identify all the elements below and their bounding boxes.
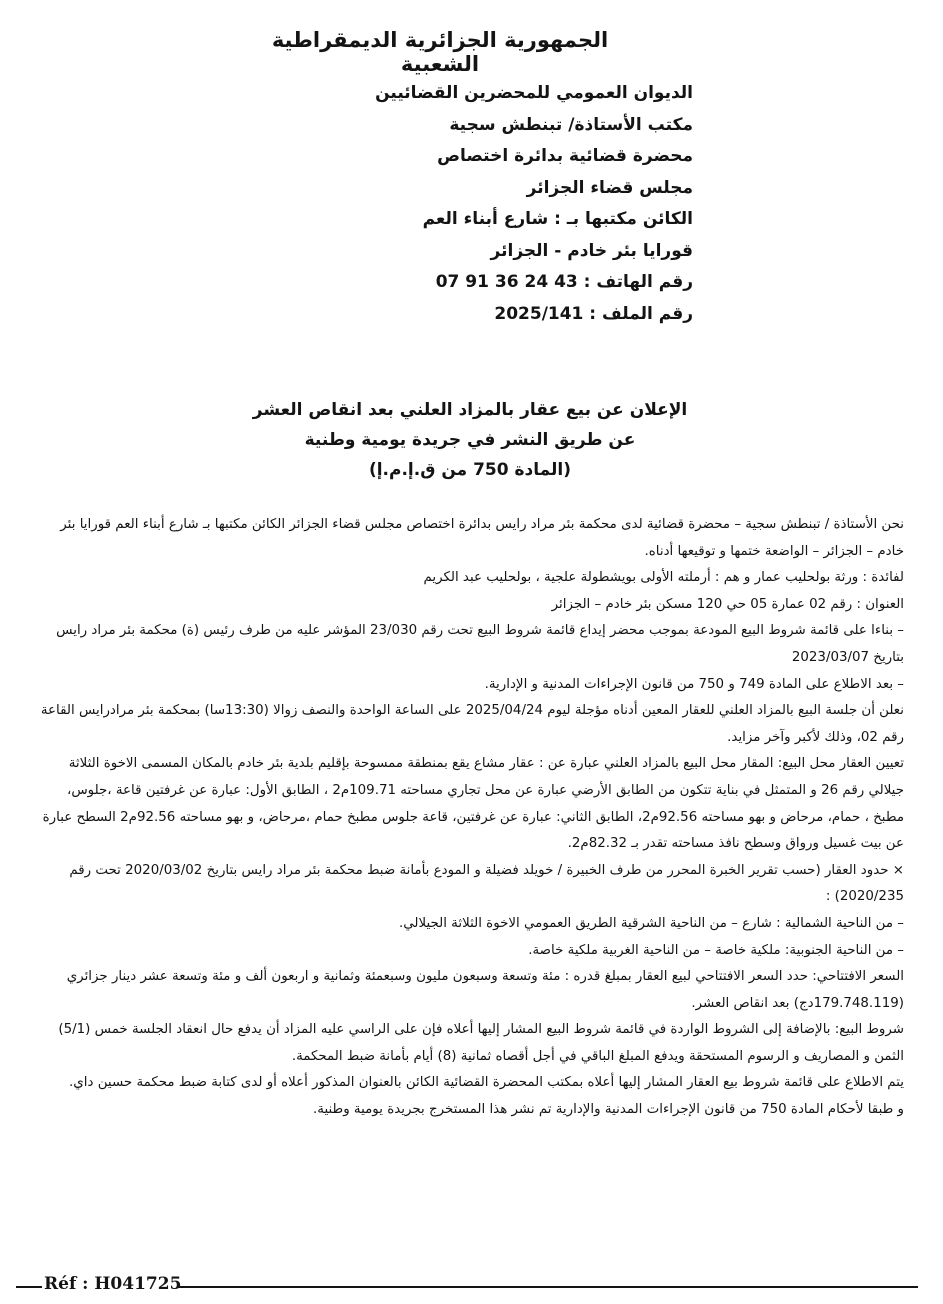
header-line: الديوان العمومي للمحضرين القضائيين — [375, 83, 693, 103]
announcement-body — [38, 512, 904, 1124]
phone-number: رقم الهاتف : 43 24 36 91 07 — [435, 272, 693, 292]
property-boundaries: × حدود العقار (حسب تقرير الخبرة المحرر من طرف الخبيرة / خويلد فضيلة و المودع بأمانة ضبط محكمة بئر مراد رايس بتاريخ 2020/03/02 تحت رقم 2020/235) : — [69, 862, 904, 905]
republic-heading: الجمهورية الجزائرية الديمقراطية الشعبية — [271, 28, 609, 76]
title-line: الإعلان عن بيع عقار بالمزاد العلني بعد انقاص العشر — [252, 400, 688, 420]
reference-footer — [8, 1274, 938, 1298]
intro-paragraph: نحن الأستاذة / تبنطش سجية – محضرة قضائية لدى محكمة بئر مراد رايس بدائرة اختصاص مجلس قضاء الجزائر الكائن مكتبها بـ شارع أبناء العم قورايا بئر خادم – الجزائر – الواضعة ختمها و توقيعها أدناه. — [60, 517, 904, 559]
bailiff-office-header — [133, 78, 693, 330]
boundary-south-west: – من الناحية الجنوبية: ملكية خاصة – من الناحية الغربية ملكية خاصة. — [528, 942, 904, 958]
title-line: (المادة 750 من ق.إ.م.إ) — [368, 460, 572, 480]
header-line: الكائن مكتبها بـ : شارع أبناء العم — [422, 209, 693, 229]
property-description: تعيين العقار محل البيع: المقار محل البيع بالمزاد العلني عبارة عن : عقار مشاع يقع بمنطقة ممسوحة بإقليم بلدية بئر خادم بالمكان المسمى الاخوة الثلاثة جيلالي رقم 26 و المتمثل في بناية تتكون من الطابق الأرضي عبارة عن محل تجاري مساحته 109.71م2 ، الطابق الأول: عبارة عن غرفتين قاعة ،جلوس، مطبخ ، حمام، مرحاض و بهو مساحته 92.56م2، الطابق الثاني: عبارة عن غرفتين، قاعة جلوس مطبخ حمام ،مرحاض، و بهو مساحته 92.56م2 السطح عبارة عن بيت غسيل ورواق وسطح نافذ مساحته تقدر بـ 82.32م2. — [42, 756, 904, 852]
boundary-north-east: – من الناحية الشمالية : شارع – من الناحية الشرقية الطريق العمومي الاخوة الثلاثة الجيلالي. — [398, 915, 904, 931]
header-line: مكتب الأستاذة/ تبنطش سجية — [449, 114, 693, 135]
announcement-title — [230, 395, 710, 485]
opening-price: السعر الافتتاحي: حدد السعر الافتتاحي لبيع العقار بمبلغ قدره : مئة وتسعة وسبعون مليون وسبعمئة وثمانية و اربعون ألف و مئة وتسعة عشر دينار جزائري (179.748.119دج) بعد انقاص العشر. — [66, 969, 904, 1011]
beneficiary-paragraph: لفائدة : ورثة بولحليب عمار و هم : أرملته الأولى بويشطولة علجية ، بولحليب عبد الكريم — [423, 570, 904, 586]
reference-code: Réf : H041725 — [44, 1274, 182, 1294]
address-paragraph: العنوان : رقم 02 عمارة 05 حي 120 مسكن بئر خادم – الجزائر — [551, 596, 904, 612]
auction-date-paragraph: نعلن أن جلسة البيع بالمزاد العلني للعقار المعين أدناه مؤجلة ليوم 2025/04/24 على الساعة الواحدة والنصف زوالا (13:30سا) بمحكمة بئر مرادرايس القاعة رقم 02، وذلك لأكبر وآخر مزايد. — [40, 703, 904, 745]
header-line: قورايا بئر خادم - الجزائر — [490, 240, 693, 261]
reference-rule-right — [178, 1286, 918, 1288]
reference-rule-left — [16, 1286, 42, 1288]
consultation-note: يتم الاطلاع على قائمة شروط بيع العقار المشار إليها أعلاه بمكتب المحضرة القضائية الكائن بالعنوان المذكور أعلاه أو لدى كتابة ضبط محكمة حسين داي. — [69, 1075, 904, 1091]
sale-conditions-reference: – بناءا على قائمة شروط البيع المودعة بموجب محضر إيداع قائمة شروط البيع تحت رقم 23/030 المؤشر عليه من طرف رئيس (ة) محكمة بئر مراد رايس بتاريخ 2023/03/07 — [56, 623, 904, 665]
publication-note: و طبقا لأحكام المادة 750 من قانون الإجراءات المدنية والإدارية تم نشر هذا المستخرج بجريدة يومية وطنية. — [313, 1102, 904, 1118]
header-line: مجلس قضاء الجزائر — [526, 177, 693, 198]
legal-basis-paragraph: – بعد الاطلاع على المادة 749 و 750 من قانون الإجراءات المدنية و الإدارية. — [484, 676, 904, 692]
header-line: محضرة قضائية بدائرة اختصاص — [437, 146, 693, 166]
sale-terms: شروط البيع: بالإضافة إلى الشروط الواردة في قائمة شروط البيع المشار إليها أعلاه فإن على الراسي عليه المزاد أن يدفع حال انعقاد الجلسة خمس (5/1) الثمن و المصاريف و الرسوم المستحقة ويدفع المبلغ الباقي في أجل أقصاه ثمانية (8) أيام بأمانة ضبط المحكمة. — [58, 1022, 904, 1064]
title-line: عن طريق النشر في جريدة يومية وطنية — [304, 430, 636, 450]
file-number: رقم الملف : 2025/141 — [494, 303, 693, 324]
